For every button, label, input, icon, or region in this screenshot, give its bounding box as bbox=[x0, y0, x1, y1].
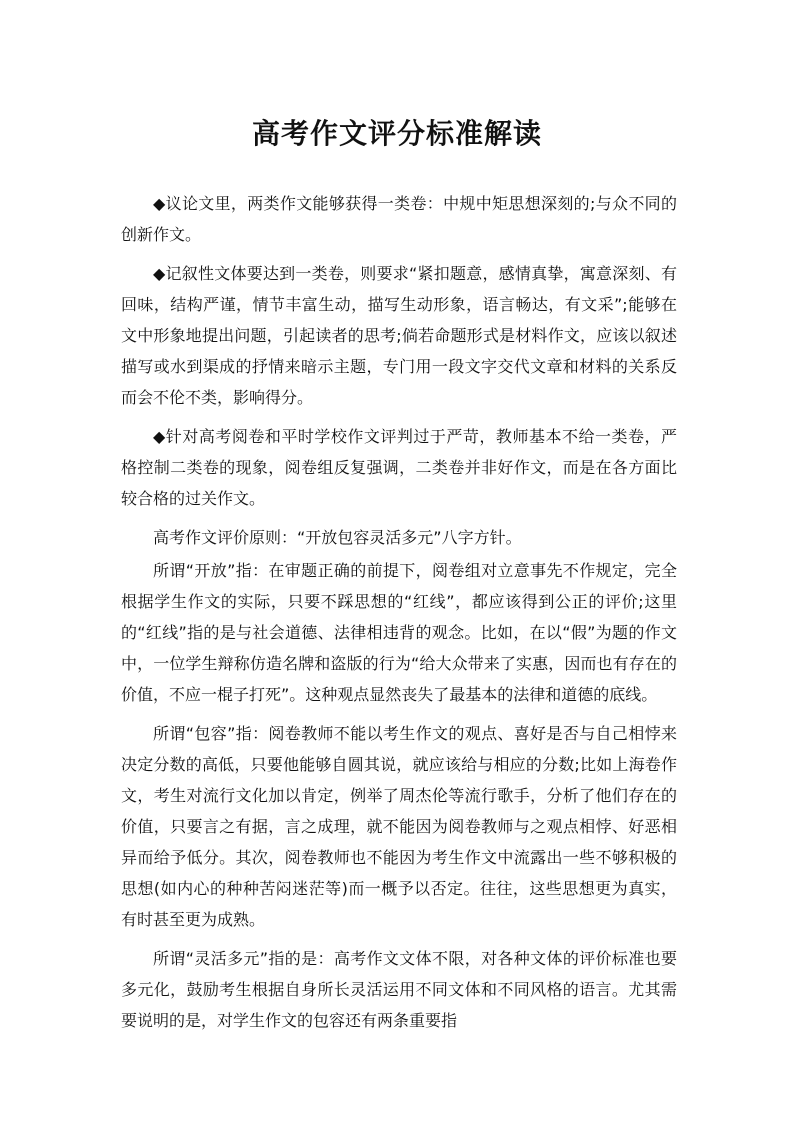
paragraph-argumentative-essay: ◆议论文里，两类作文能够获得一类卷：中规中矩思想深刻的;与众不同的创新作文。 bbox=[121, 194, 677, 244]
paragraph-openness: 所谓“开放”指：在审题正确的前提下，阅卷组对立意事先不作规定，完全根据学生作文的实际，只要不踩思想的“红线”，都应该得到公正的评价;这里的“红线”指的是与社会道德、法律相违背的观念。比如，在以“假”为题的作文中，一位学生辩称仿造名牌和盗版的行为“给大众带来了实惠，因而也有存在的价值，不应一棍子打死”。这种观点显然丧失了最基本的法律和道德的底线。 bbox=[121, 561, 677, 704]
document-body bbox=[121, 188, 677, 1044]
paragraph-grading-strictness: ◆针对高考阅卷和平时学校作文评判过于严苛，教师基本不给一类卷，严格控制二类卷的现象，阅卷组反复强调，二类卷并非好作文，而是在各方面比较合格的过关作文。 bbox=[121, 427, 677, 508]
paragraph-flexibility: 所谓“灵活多元”指的是：高考作文文体不限，对各种文体的评价标准也要多元化，鼓励考生根据自身所长灵活运用不同文体和不同风格的语言。尤其需要说明的是，对学生作文的包容还有两条重要指 bbox=[121, 949, 677, 1030]
paragraph-evaluation-principle: 高考作文评价原则：“开放包容灵活多元”八字方针。 bbox=[153, 528, 522, 547]
page-title: 高考作文评分标准解读 bbox=[251, 117, 542, 150]
paragraph-narrative-essay: ◆记叙性文体要达到一类卷，则要求“紧扣题意，感情真挚，寓意深刻、有回味，结构严谨，情节丰富生动，描写生动形象，语言畅达，有文采”;能够在文中形象地提出问题，引起读者的思考;倘若命题形式是材料作文，应该以叙述描写或水到渠成的抒情来暗示主题，专门用一段文字交代文章和材料的关系反而会不伦不类，影响得分。 bbox=[121, 264, 677, 407]
paragraph-inclusiveness: 所谓“包容”指：阅卷教师不能以考生作文的观点、喜好是否与自己相悖来决定分数的高低，只要他能够自圆其说，就应该给与相应的分数;比如上海卷作文，考生对流行文化加以肯定，例举了周杰伦等流行歌手，分析了他们存在的价值，只要言之有据，言之成理，就不能因为阅卷教师与之观点相悖、好恶相异而给予低分。其次，阅卷教师也不能因为考生作文中流露出一些不够积极的思想(如内心的种种苦闷迷茫等)而一概予以否定。往往，这些思想更为真实，有时甚至更为成熟。 bbox=[121, 724, 677, 929]
